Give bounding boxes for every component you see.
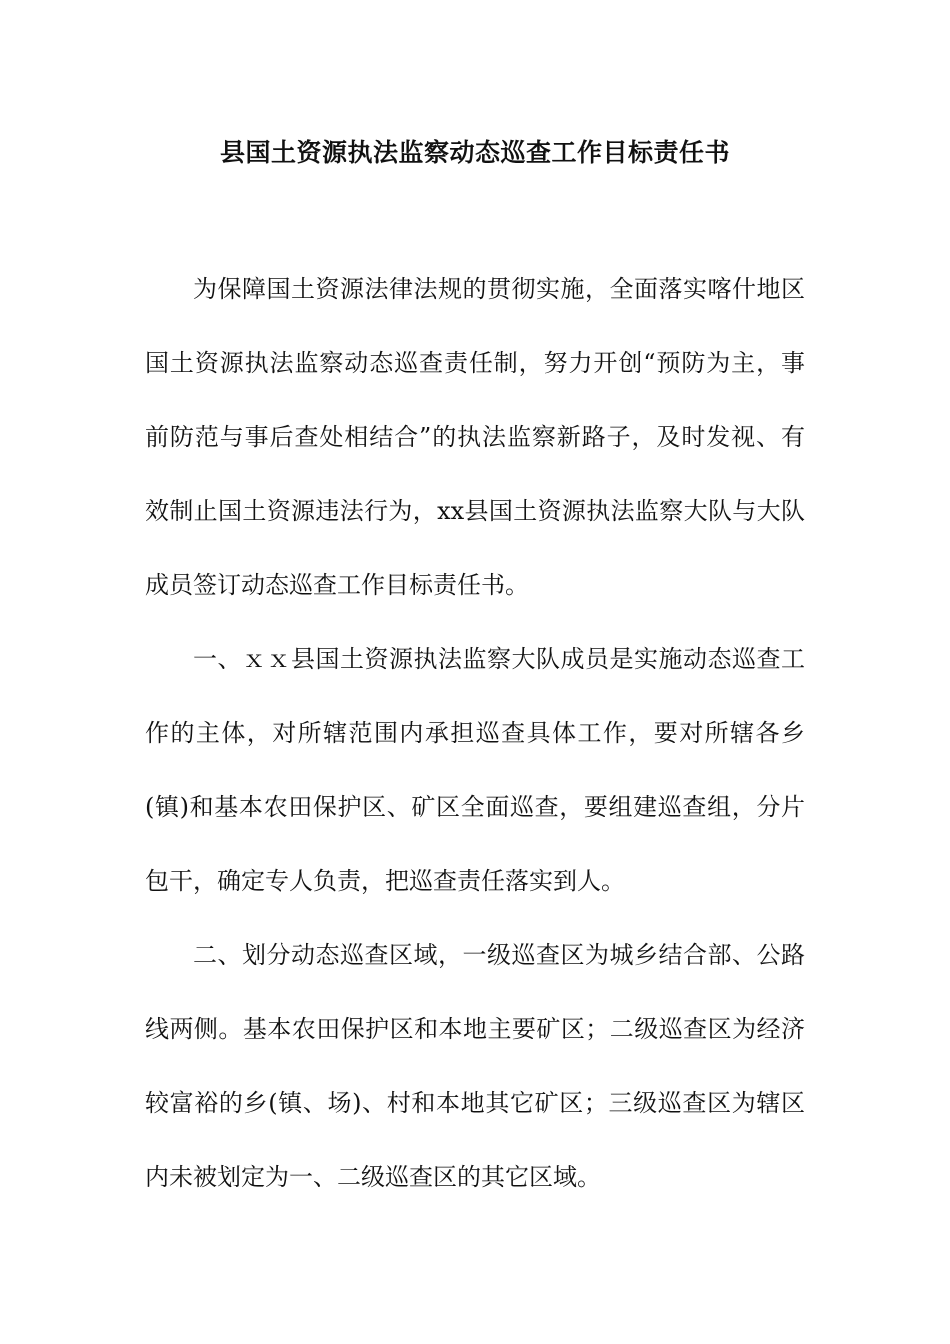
paragraph-intro: 为保障国土资源法律法规的贯彻实施，全面落实喀什地区国土资源执法监察动态巡查责任制，努力开创“预防为主，事前防范与事后查处相结合”的执法监察新路子，及时发视、有效制止国土资源违法行为，xx县国土资源执法监察大队与大队成员签订动态巡查工作目标责任书。 (145, 275, 805, 599)
document-body (145, 252, 805, 1214)
document-title: 县国土资源执法监察动态巡查工作目标责任书 (219, 138, 730, 167)
paragraph-section-2: 二、划分动态巡查区域，一级巡查区为城乡结合部、公路线两侧。基本农田保护区和本地主要矿区；二级巡查区为经济较富裕的乡(镇、场)、村和本地其它矿区；三级巡查区为辖区内未被划定为一、二级巡查区的其它区域。 (145, 941, 805, 1191)
paragraph-section-1: 一、ｘｘ县国土资源执法监察大队成员是实施动态巡查工作的主体，对所辖范围内承担巡查具体工作，要对所辖各乡(镇)和基本农田保护区、矿区全面巡查，要组建巡查组，分片包干，确定专人负责，把巡查责任落实到人。 (145, 645, 805, 895)
